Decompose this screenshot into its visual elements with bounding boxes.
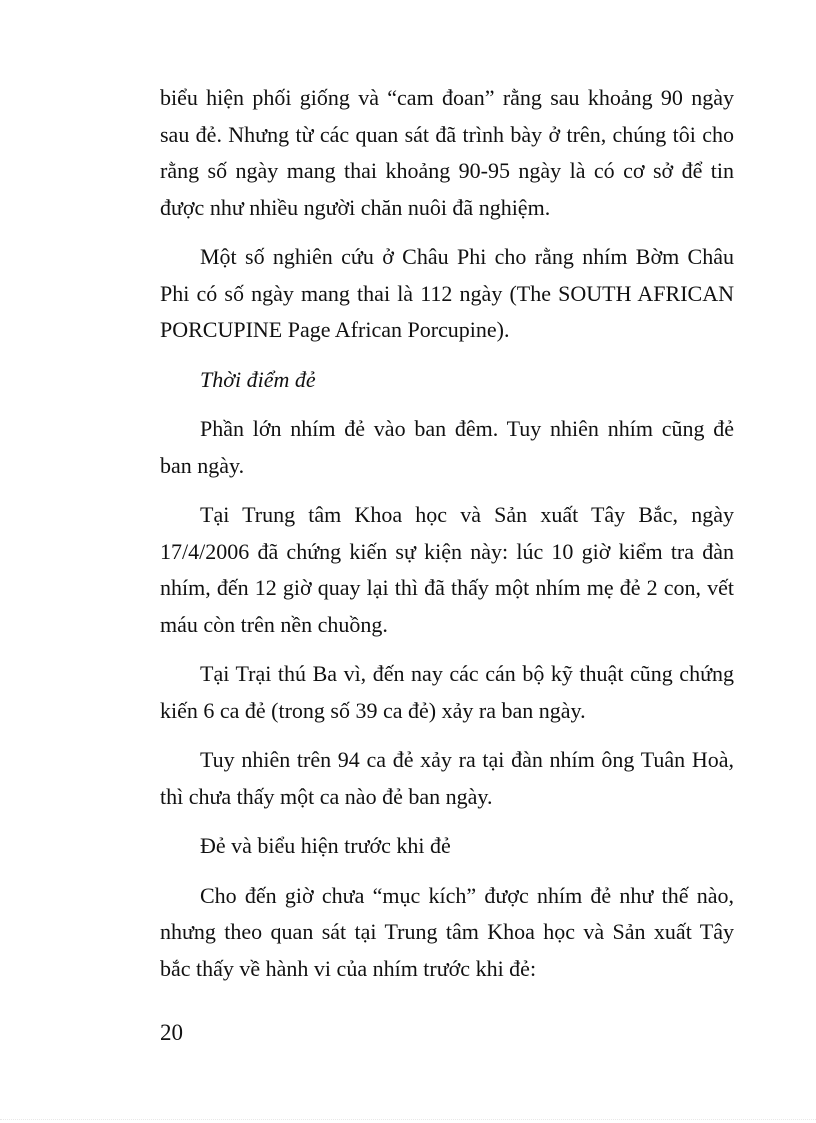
paragraph-tuan-hoa: Tuy nhiên trên 94 ca đẻ xảy ra tại đàn nhím ông Tuân Hoà, thì chưa thấy một ca nào đẻ ban ngày. xyxy=(160,747,734,809)
section-heading-birth-time: Thời điểm đẻ xyxy=(200,366,316,392)
page-number: 20 xyxy=(160,1020,183,1045)
body-text xyxy=(160,80,734,1000)
section-heading-pre-birth: Đẻ và biểu hiện trước khi đẻ xyxy=(200,833,451,858)
paragraph-northwest-center: Tại Trung tâm Khoa học và Sản xuất Tây Bắc, ngày 17/4/2006 đã chứng kiến sự kiện này: lúc 10 giờ kiểm tra đàn nhím, đến 12 giờ quay lại thì đã thấy một nhím mẹ đẻ 2 con, vết máu còn trên nền chuồng. xyxy=(160,502,734,637)
paragraph-african-research: Một số nghiên cứu ở Châu Phi cho rằng nhím Bờm Châu Phi có số ngày mang thai là 112 ngày (The SOUTH AFRICAN PORCUPINE Page African Porcupine). xyxy=(160,244,734,342)
paragraph-ba-vi-farm: Tại Trại thú Ba vì, đến nay các cán bộ kỹ thuật cũng chứng kiến 6 ca đẻ (trong số 39 ca đẻ) xảy ra ban ngày. xyxy=(160,661,734,723)
paragraph-night-birth: Phần lớn nhím đẻ vào ban đêm. Tuy nhiên nhím cũng đẻ ban ngày. xyxy=(160,416,734,478)
paragraph-observation: Cho đến giờ chưa “mục kích” được nhím đẻ như thế nào, nhưng theo quan sát tại Trung tâm Khoa học và Sản xuất Tây bắc thấy về hành vi của nhím trước khi đẻ: xyxy=(160,882,734,981)
page-bottom-edge xyxy=(0,1119,816,1121)
paragraph-continuation: biểu hiện phối giống và “cam đoan” rằng sau khoảng 90 ngày sau đẻ. Nhưng từ các quan sát đã trình bày ở trên, chúng tôi cho rằng số ngày mang thai khoảng 90-95 ngày là có cơ sở để tin được như nhiều người chăn nuôi đã nghiệm. xyxy=(160,85,734,220)
